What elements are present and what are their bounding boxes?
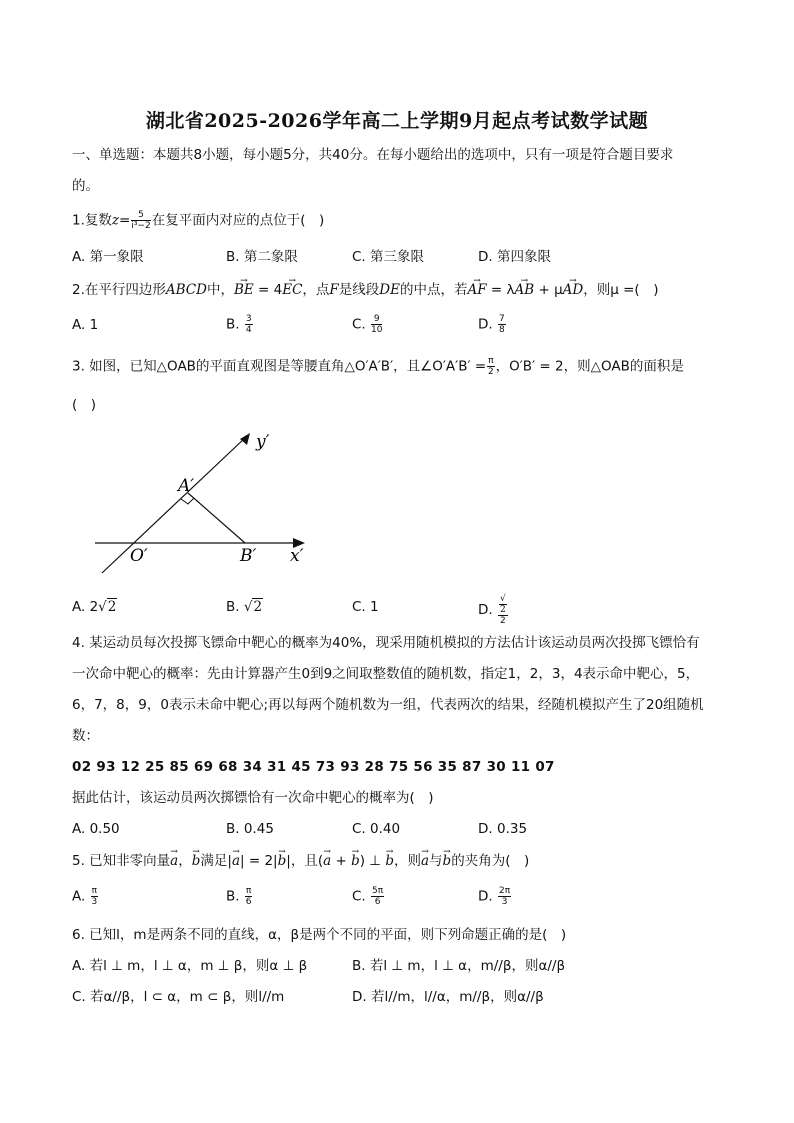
q4-line3: 6，7，8，9，0表示未命中靶心;再以每两个随机数为一组，代表两次的结果，经随机模拟产生了20组随机 — [72, 697, 704, 713]
q1-option-d: D. 第四象限 — [478, 249, 551, 265]
y-axis-arrow — [240, 433, 250, 445]
q4-option-d: D. 0.35 — [478, 821, 528, 837]
q3-option-c: C. 1 — [352, 599, 379, 615]
q6-option-b: B. 若l ⊥ m，l ⊥ α，m//β，则α//β — [352, 958, 566, 974]
label-y: y′ — [256, 432, 270, 452]
q4-random-numbers: 02 93 12 25 85 69 68 34 31 45 73 93 28 75 56 35 87 30 11 07 — [72, 759, 555, 775]
q3-option-d: D. √ 2 2 — [478, 594, 506, 626]
q4-line4: 数： — [72, 728, 99, 744]
label-o: O′ — [130, 546, 148, 566]
exam-title: 湖北省2025-2026学年高二上学期9月起点考试数学试题 — [145, 110, 649, 132]
q4-line5: 据此估计，该运动员两次掷镖恰有一次命中靶心的概率为( ) — [72, 790, 434, 806]
section-heading-line2: 的。 — [72, 178, 99, 194]
q4-option-a: A. 0.50 — [72, 821, 120, 837]
q2-stem: 2.在平行四边形ABCD中，→ BE = 4→ EC，点F是线段DE的中点，若→ AF = λ→ AB + μ→ AD，则μ =( ) — [72, 281, 658, 299]
y-axis-line — [102, 437, 246, 573]
q3-figure — [90, 425, 320, 580]
q5-option-c: C. $\frac{5\pi}{6}$ — [352, 886, 384, 907]
q2-option-b: B. $\frac{3}{4}$ — [226, 314, 252, 335]
q1-stem — [72, 210, 324, 231]
q1-pre: 复数 — [84, 212, 112, 229]
q1-var: z — [111, 212, 120, 229]
q3-option-b: B. √2 — [226, 599, 263, 615]
q6-option-a: A. 若l ⊥ m，l ⊥ α，m ⊥ β，则α ⊥ β — [72, 958, 308, 974]
label-b: B′ — [240, 546, 257, 566]
q6-stem: 6. 已知l，m是两条不同的直线，α，β是两个不同的平面，则下列命题正确的是( ) — [72, 927, 567, 943]
q1-fraction: $\frac{5}{\text{i³−2}}$ — [131, 210, 151, 231]
q4-option-c: C. 0.40 — [352, 821, 401, 837]
q3-angle-fraction: $\frac{\pi}{2}$ — [488, 356, 494, 377]
q1-option-a: A. 第一象限 — [72, 249, 144, 265]
q4-option-b: B. 0.45 — [226, 821, 274, 837]
q3-stem-line2: ( ) — [72, 397, 97, 413]
section-heading-line1: 一、单选题：本题共8小题，每小题5分，共40分。在每小题给出的选项中，只有一项是符合题目要求 — [72, 147, 674, 163]
q5-option-d: D. $\frac{2\pi}{3}$ — [478, 886, 511, 907]
q1-option-b: B. 第二象限 — [226, 249, 298, 265]
q1-post: 在复平面内对应的点位于( ) — [151, 212, 325, 229]
q4-line2: 一次命中靶心的概率：先由计算器产生0到9之间取整数值的随机数，指定1，2，3，4表示命中靶心，5， — [72, 666, 700, 682]
q3-option-a: A. 2√2 — [72, 599, 117, 615]
q1-number: 1. — [72, 212, 85, 229]
a-b-segment — [188, 493, 245, 543]
q1-eq: = — [119, 212, 131, 229]
q2-option-d: D. $\frac{7}{8}$ — [478, 314, 505, 335]
right-angle-mark — [181, 498, 194, 504]
q5-stem: 5. 已知非零向量→ a，→ b满足|→ a| = 2|→ b|，且(→ a + → b) ⊥ → b，则→ a与→ b的夹角为( ) — [72, 852, 529, 870]
q6-option-c: C. 若α//β，l ⊂ α，m ⊂ β，则l//m — [72, 989, 285, 1005]
q4-line1: 4. 某运动员每次投掷飞镖命中靶心的概率为40%，现采用随机模拟的方法估计该运动员两次投掷飞镖恰有 — [72, 635, 700, 651]
q3-stem-line1: 3. 如图，已知△OAB的平面直观图是等腰直角△O′A′B′，且∠O′A′B′ = $\frac{\pi}{2}$ ，O′B′ = 2，则△OAB的面积是 — [72, 356, 684, 377]
label-x: x′ — [290, 546, 304, 566]
q5-option-a: A. $\frac{\pi}{3}$ — [72, 886, 98, 907]
q5-option-b: B. $\frac{\pi}{6}$ — [226, 886, 252, 907]
q2-option-c: C. $\frac{9}{10}$ — [352, 314, 383, 335]
label-a: A′ — [178, 476, 195, 496]
q6-option-d: D. 若l//m，l//α，m//β，则α//β — [352, 989, 544, 1005]
q1-option-c: C. 第三象限 — [352, 249, 425, 265]
q2-option-a: A. 1 — [72, 317, 99, 333]
